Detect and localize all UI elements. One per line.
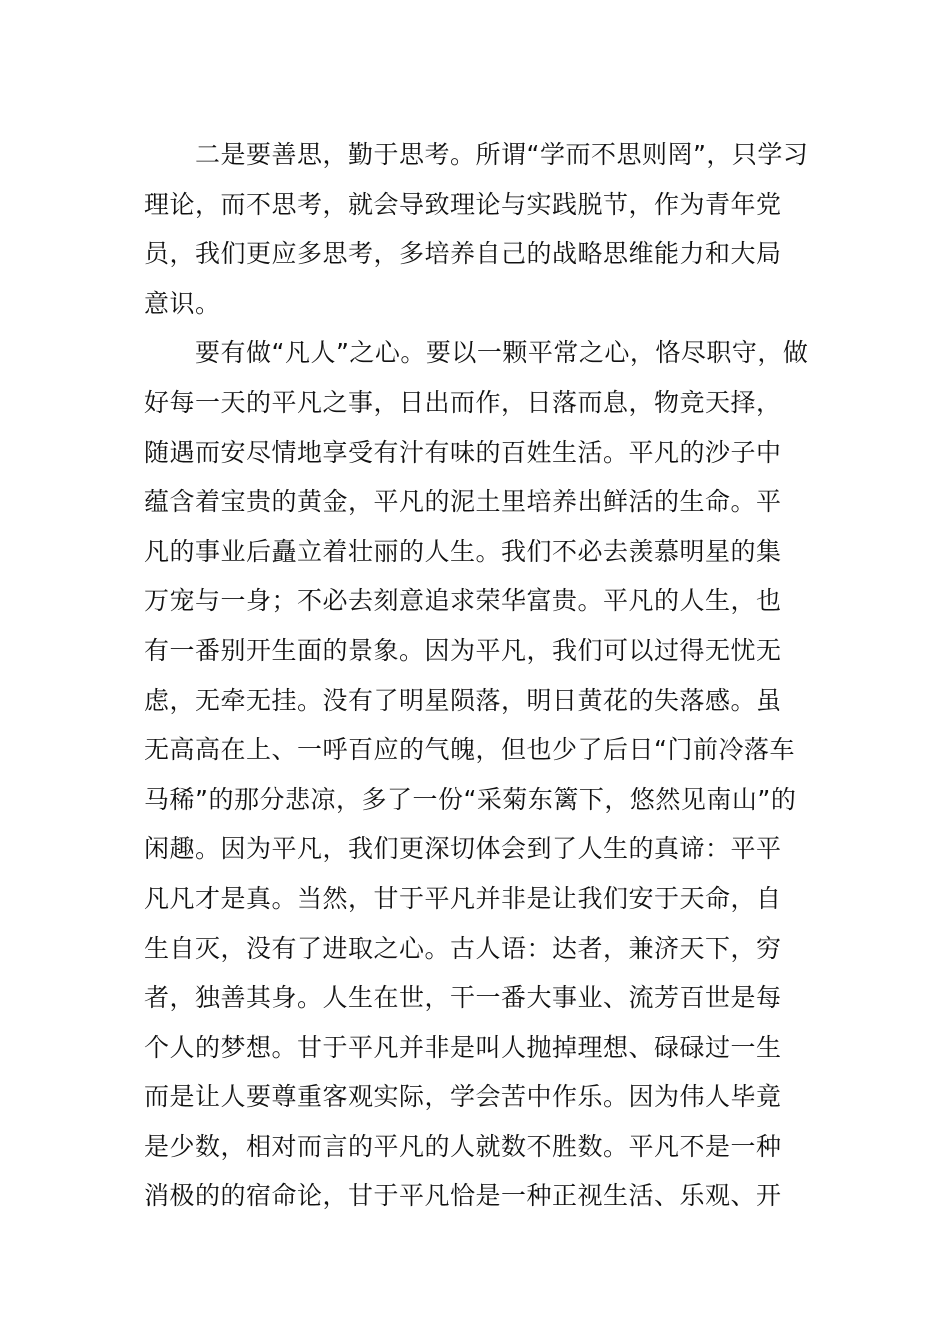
text-line: 随遇而安尽情地享受有汁有味的百姓生活。平凡的沙子中 (144, 437, 782, 467)
text-line: 生自灭，没有了进取之心。古人语：达者，兼济天下，穷 (144, 933, 782, 963)
text-line: 闲趣。因为平凡，我们更深切体会到了人生的真谛：平平 (144, 834, 782, 864)
text-line: 是少数，相对而言的平凡的人就数不胜数。平凡不是一种 (144, 1131, 782, 1161)
text-line: 凡凡才是真。当然，甘于平凡并非是让我们安于天命，自 (144, 883, 782, 913)
text-line: 者，独善其身。人生在世，干一番大事业、流芳百世是每 (144, 983, 782, 1013)
text-line: 要有做“凡人”之心。要以一颗平常之心，恪尽职守，做 (144, 338, 809, 368)
body-text (144, 130, 814, 1221)
text-line: 意识。 (144, 288, 221, 318)
text-line: 个人的梦想。甘于平凡并非是叫人抛掉理想、碌碌过一生 (144, 1032, 782, 1062)
text-line: 无高高在上、一呼百应的气魄，但也少了后日“门前冷落车 (144, 735, 795, 765)
text-line: 员，我们更应多思考，多培养自己的战略思维能力和大局 (144, 239, 782, 269)
text-line: 二是要善思，勤于思考。所谓“学而不思则罔”，只学习 (144, 140, 809, 169)
text-line: 凡的事业后矗立着壮丽的人生。我们不必去羡慕明星的集 (144, 536, 782, 566)
text-line: 理论，而不思考，就会导致理论与实践脱节，作为青年党 (144, 189, 782, 219)
text-line: 好每一天的平凡之事，日出而作，日落而息，物竞天择， (144, 387, 782, 417)
text-line: 蕴含着宝贵的黄金，平凡的泥土里培养出鲜活的生命。平 (144, 487, 782, 517)
text-line: 有一番别开生面的景象。因为平凡，我们可以过得无忧无 (144, 635, 782, 665)
text-line: 消极的的宿命论，甘于平凡恰是一种正视生活、乐观、开 (144, 1181, 782, 1211)
text-line: 虑，无牵无挂。没有了明星陨落，明日黄花的失落感。虽 (144, 685, 782, 715)
text-line: 万宠与一身；不必去刻意追求荣华富贵。平凡的人生，也 (144, 586, 782, 616)
text-line: 马稀”的那分悲凉，多了一份“采菊东篱下，悠然见南山”的 (144, 784, 797, 814)
text-line: 而是让人要尊重客观实际，学会苦中作乐。因为伟人毕竟 (144, 1082, 782, 1112)
